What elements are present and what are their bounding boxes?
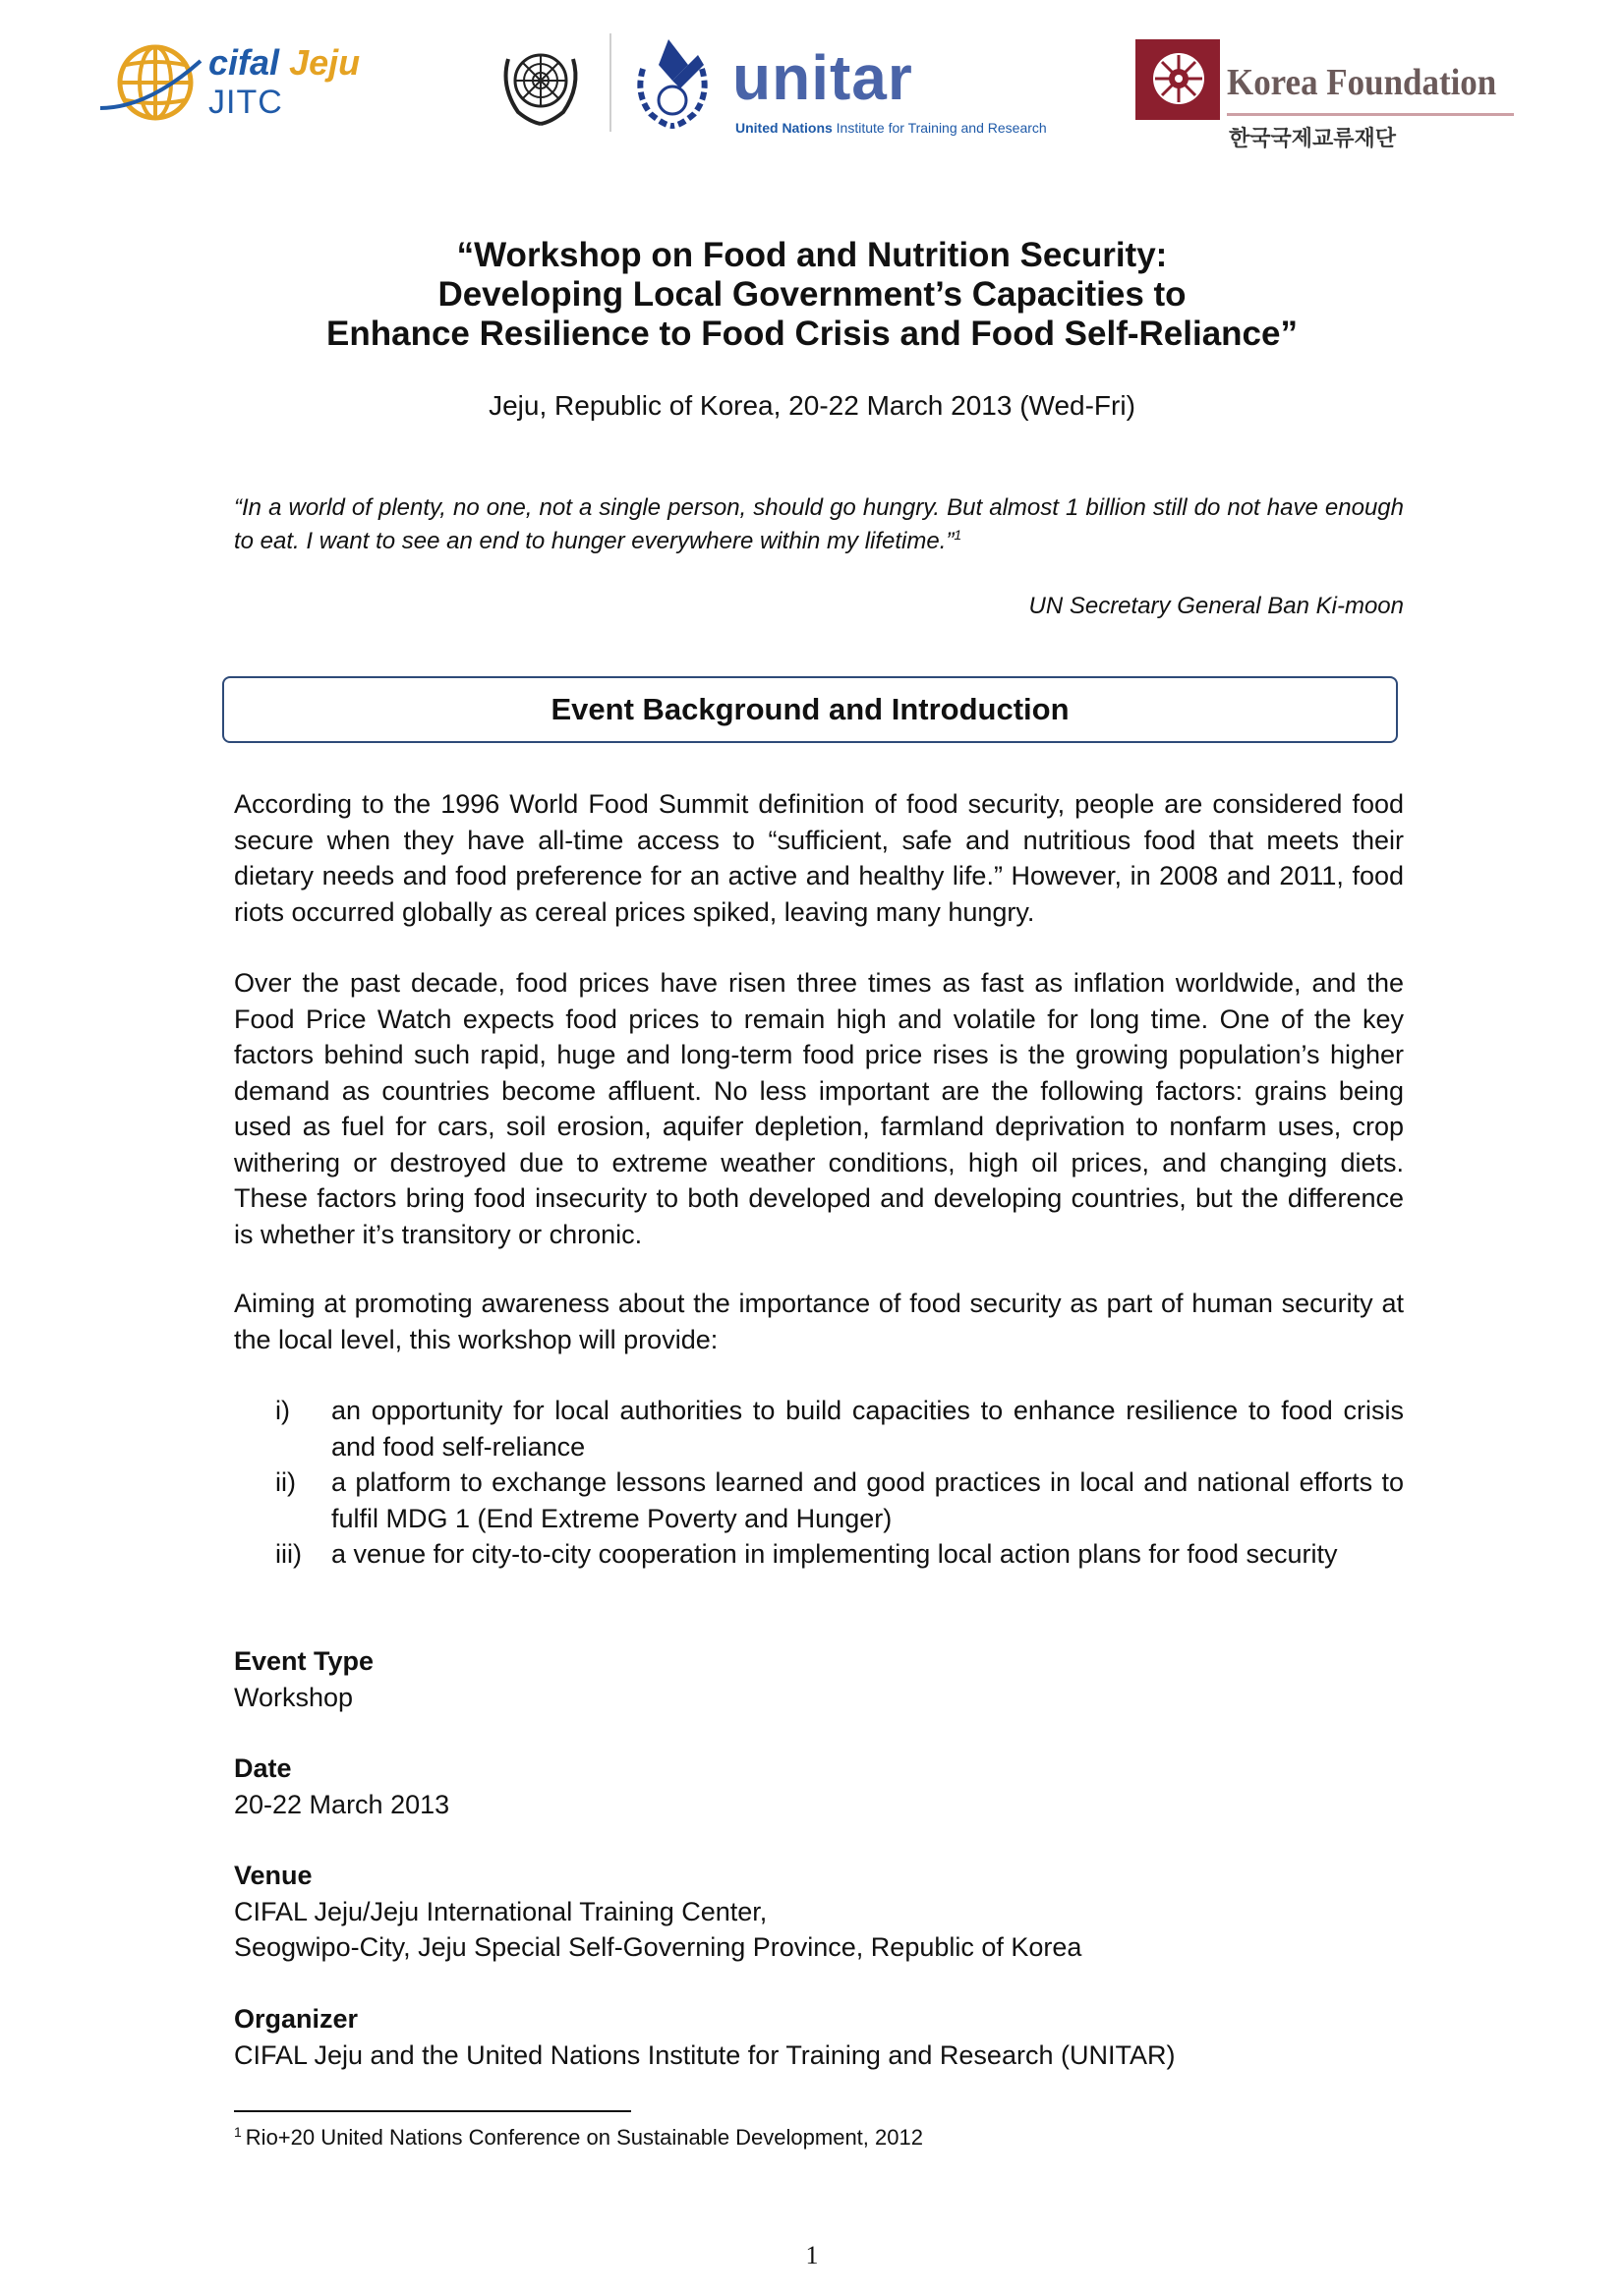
list-number: ii) [275, 1467, 296, 1497]
footnote-text: Rio+20 United Nations Conference on Sustainable Development, 2012 [245, 2125, 923, 2150]
organizer-label: Organizer [234, 2004, 359, 2034]
list-text: a venue for city-to-city cooperation in implementing local action plans for food security [331, 1539, 1338, 1569]
un-emblem-icon [496, 39, 585, 128]
venue-line-1: CIFAL Jeju/Jeju International Training Center, [234, 1896, 768, 1926]
globe-icon [98, 39, 206, 128]
korea-foundation-rule [1227, 113, 1514, 116]
opening-quote [234, 491, 1404, 558]
event-type-block [234, 1643, 1404, 1715]
footnote [234, 2123, 923, 2152]
footnote-number: 1 [234, 2123, 242, 2140]
section-heading-box [222, 676, 1398, 743]
venue-label: Venue [234, 1861, 313, 1890]
event-location-date: Jeju, Republic of Korea, 20-22 March 2013 (Wed-Fri) [489, 390, 1135, 421]
title-line-3: Enhance Resilience to Food Crisis and Food Self-Reliance” [326, 315, 1298, 353]
quote-attribution: UN Secretary General Ban Ki-moon [1028, 593, 1404, 619]
korea-foundation-korean-name: 한국국제교류재단 [1229, 126, 1397, 150]
document-title [0, 236, 1624, 354]
paragraph-1: According to the 1996 World Food Summit definition of food security, people are considered food secure when they have all-time access to “sufficient, safe and nutritious food that meets their dietary needs and food preference for an active and healthy life.” However, in 2008 and 2011, food riots occurred globally as cereal prices spiked, leaving many hungry. [234, 789, 1404, 927]
list-number: iii) [275, 1539, 302, 1569]
list-item [234, 1393, 1404, 1464]
page-number: 1 [805, 2241, 819, 2269]
list-item [234, 1536, 1404, 1573]
unitar-subtitle: United Nations Institute for Training and Research [735, 120, 1047, 136]
quote-text: “In a world of plenty, no one, not a single person, should go hungry. But almost 1 billion still do not have enough to eat. I want to see an end to hunger everywhere within my lifetime.” [234, 494, 1404, 554]
event-type-value: Workshop [234, 1682, 354, 1712]
paragraph-2: Over the past decade, food prices have risen three times as fast as inflation worldwide, and the Food Price Watch expects food prices to remain high and volatile for long time. One of the key factors behind such rapid, huge and long-term food price rises is the growing population’s higher demand as countries become affluent. No less important are the following factors: grains being used as fuel for cars, soil erosion, aquifer depletion, farmland deprivation to nonfarm uses, crop withering or destroyed due to extreme weather conditions, high oil prices, and changing diets. These factors bring food insecurity to both developed and developing countries, but the difference is whether it’s transitory or chronic. [234, 968, 1404, 1249]
date-value: 20-22 March 2013 [234, 1789, 450, 1819]
organizer-block [234, 2001, 1404, 2073]
korea-foundation-wordmark: Korea Foundation [1227, 62, 1497, 103]
cifal-wordmark: cifal Jeju [208, 42, 361, 83]
unitar-emblem-icon [629, 35, 716, 130]
list-number: i) [275, 1396, 290, 1425]
list-text: a platform to exchange lessons learned and good practices in local and national efforts to fulfil MDG 1 (End Extreme Poverty and Hunger) [331, 1467, 1404, 1533]
list-text: an opportunity for local authorities to build capacities to enhance resilience to food crisis and food self-reliance [331, 1396, 1404, 1462]
list-item [234, 1464, 1404, 1536]
venue-line-2: Seogwipo-City, Jeju Special Self-Governing Province, Republic of Korea [234, 1932, 1082, 1962]
organizer-value: CIFAL Jeju and the United Nations Institute for Training and Research (UNITAR) [234, 2039, 1176, 2070]
footnote-rule [234, 2110, 631, 2112]
cifal-jeju-logo [98, 39, 393, 128]
logo-divider [609, 33, 611, 132]
title-line-1: “Workshop on Food and Nutrition Security: [456, 236, 1168, 274]
korea-foundation-emblem-icon [1135, 39, 1220, 120]
footnote-ref: 1 [954, 527, 962, 543]
date-label: Date [234, 1753, 292, 1783]
title-line-2: Developing Local Government’s Capacities to [437, 275, 1187, 314]
workshop-objectives-list [234, 1393, 1404, 1573]
event-type-label: Event Type [234, 1646, 375, 1676]
jitc-wordmark: JITC [208, 84, 283, 121]
paragraph-3: Aiming at promoting awareness about the importance of food security as part of human security at the local level, this workshop will provide: [234, 1289, 1404, 1354]
venue-block [234, 1858, 1404, 1966]
unitar-wordmark: unitar [732, 42, 913, 113]
section-heading: Event Background and Introduction [551, 692, 1070, 726]
date-block [234, 1751, 1404, 1822]
